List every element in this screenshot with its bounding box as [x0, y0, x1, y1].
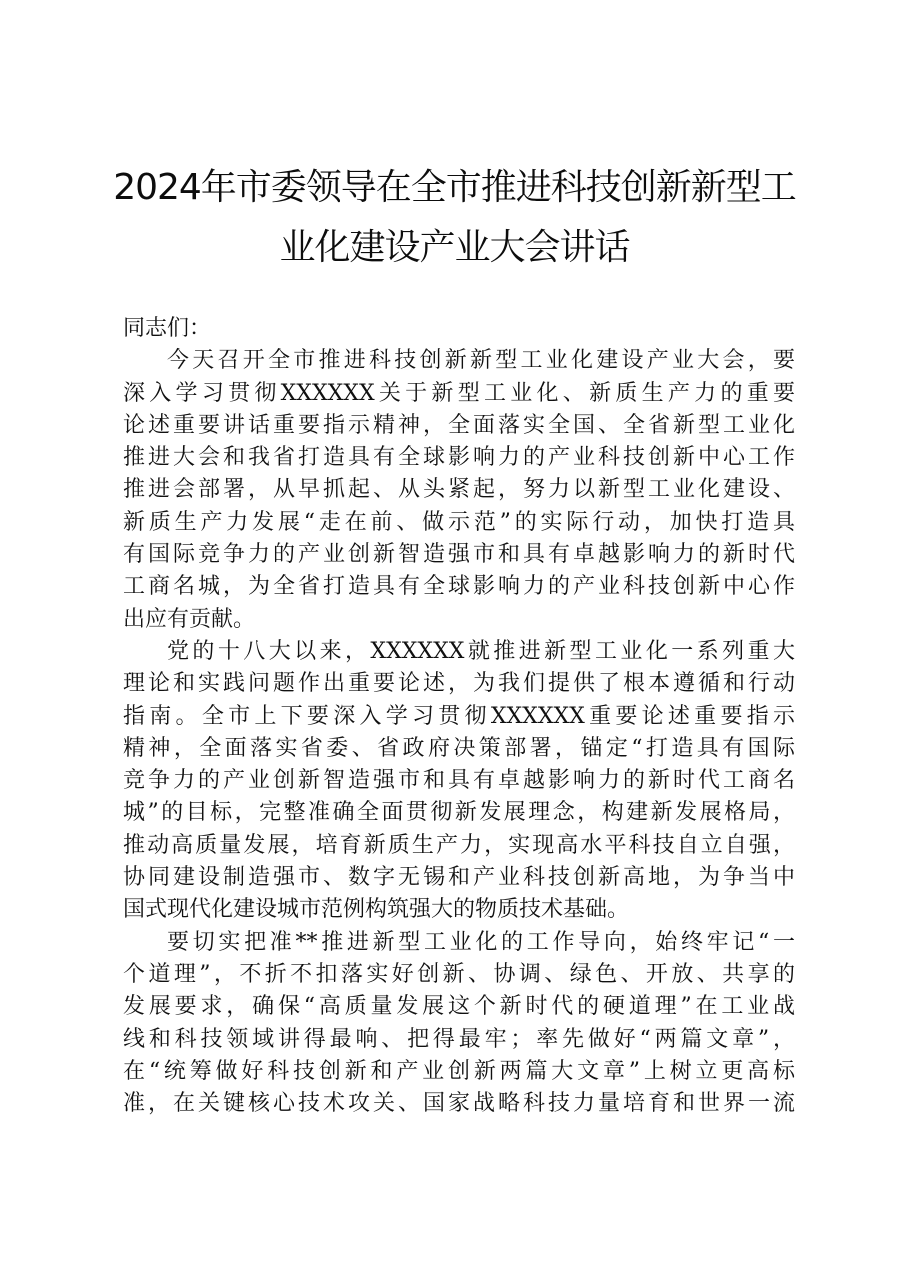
- paragraph-line: 今天召开全市推进科技创新新型工业化建设产业大会，要: [167, 348, 795, 374]
- paragraph-line: 理论和实践问题作出重要论述，为我们提供了根本遵循和行动: [123, 671, 795, 697]
- paragraph-line: 要切实把准**推进新型工业化的工作导向，始终牢记“一: [167, 929, 795, 955]
- paragraph-line: 工商名城，为全省打造具有全球影响力的产业科技创新中心作: [123, 574, 795, 600]
- paragraph-line: 党的十八大以来，XXXXXX就推进新型工业化一系列重大: [167, 638, 795, 664]
- paragraph-line: 推进会部署，从早抓起、从头紧起，努力以新型工业化建设、: [123, 477, 795, 503]
- paragraph-line: 有国际竞争力的产业创新智造强市和具有卓越影响力的新时代: [123, 542, 795, 568]
- paragraph-3: [123, 927, 795, 1121]
- paragraph-2: [123, 636, 795, 927]
- document-title: [100, 158, 809, 278]
- paragraph-line: 线和科技领域讲得最响、把得最牢；率先做好“两篇文章”，: [123, 1026, 795, 1052]
- paragraph-line: 新质生产力发展“走在前、做示范”的实际行动，加快打造具: [123, 509, 795, 535]
- paragraph-line: 城”的目标，完整准确全面贯彻新发展理念，构建新发展格局，: [123, 800, 795, 826]
- paragraph-line: 推动高质量发展，培育新质生产力，实现高水平科技自立自强，: [123, 832, 795, 858]
- paragraph-1: [123, 345, 795, 636]
- paragraph-line: 论述重要讲话重要指示精神，全面落实全国、全省新型工业化: [123, 412, 795, 438]
- paragraph-line: 精神，全面落实省委、省政府决策部署，锚定“打造具有国际: [123, 735, 795, 761]
- paragraph-line: 深入学习贯彻XXXXXX关于新型工业化、新质生产力的重要: [123, 380, 795, 406]
- title-line-2: 业化建设产业大会讲话: [279, 227, 630, 268]
- title-line-1: 2024年市委领导在全市推进科技创新新型工: [113, 167, 796, 208]
- document-body: [123, 313, 795, 1120]
- paragraph-line: 个道理”，不折不扣落实好创新、协调、绿色、开放、共享的: [123, 961, 795, 987]
- paragraph-line: 发展要求，确保“高质量发展这个新时代的硬道理”在工业战: [123, 994, 795, 1020]
- paragraph-line: 出应有贡献。: [123, 606, 256, 632]
- paragraph-line: 国式现代化建设城市范例构筑强大的物质技术基础。: [123, 897, 630, 923]
- paragraph-line: 协同建设制造强市、数字无锡和产业科技创新高地，为争当中: [123, 865, 795, 891]
- paragraph-line: 推进大会和我省打造具有全球影响力的产业科技创新中心工作: [123, 445, 795, 471]
- paragraph-line: 指南。全市上下要深入学习贯彻XXXXXX重要论述重要指示: [123, 703, 795, 729]
- paragraph-line: 准，在关键核心技术攻关、国家战略科技力量培育和世界一流: [123, 1091, 795, 1117]
- salutation: 同志们：: [123, 316, 212, 341]
- paragraph-line: 竞争力的产业创新智造强市和具有卓越影响力的新时代工商名: [123, 768, 795, 794]
- paragraph-line: 在“统筹做好科技创新和产业创新两篇大文章”上树立更高标: [123, 1058, 795, 1084]
